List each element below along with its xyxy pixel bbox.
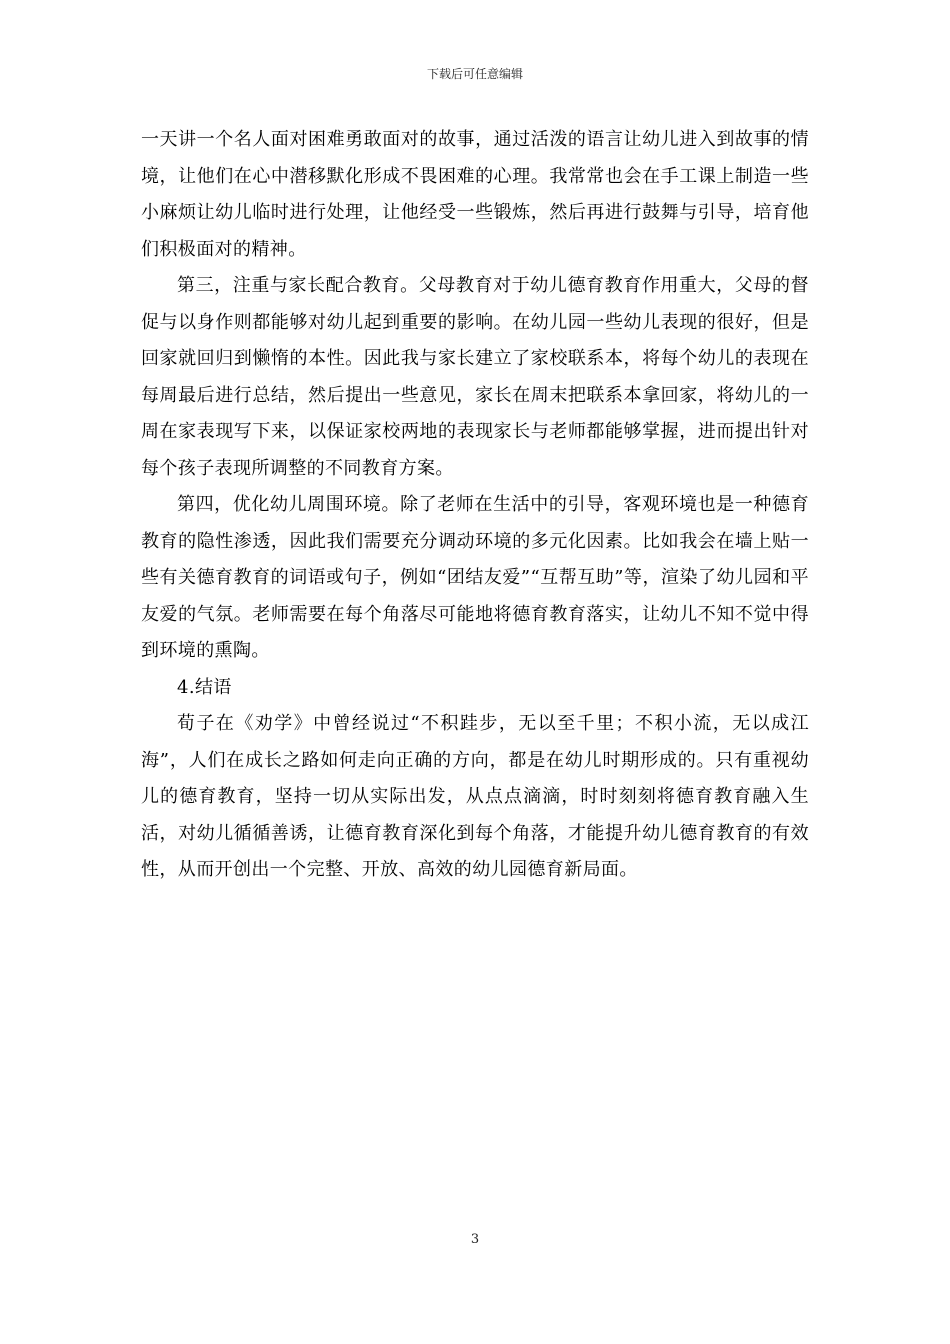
paragraph-point-four: 第四，优化幼儿周围环境。除了老师在生活中的引导，客观环境也是一种德育教育的隐性渗透，因此我们需要充分调动环境的多元化因素。比如我会在墙上贴一些有关德育教育的词语或句子，例如“团结友爱”“互帮互助”等，渲染了幼儿园和平友爱的气氛。老师需要在每个角落尽可能地将德育教育落实，让幼儿不知不觉中得到环境的熏陶。 xyxy=(141,494,809,661)
document-body xyxy=(141,122,809,889)
section-heading-conclusion: 4.结语 xyxy=(177,676,232,698)
paragraph-point-three: 第三，注重与家长配合教育。父母教育对于幼儿德育教育作用重大，父母的督促与以身作则都能够对幼儿起到重要的影响。在幼儿园一些幼儿表现的很好，但是回家就回归到懒惰的本性。因此我与家长建立了家校联系本，将每个幼儿的表现在每周最后进行总结，然后提出一些意见，家长在周末把联系本拿回家，将幼儿的一周在家表现写下来，以保证家校两地的表现家长与老师都能够掌握，进而提出针对每个孩子表现所调整的不同教育方案。 xyxy=(141,275,809,479)
paragraph-continuation: 一天讲一个名人面对困难勇敢面对的故事，通过活泼的语言让幼儿进入到故事的情境，让他们在心中潜移默化形成不畏困难的心理。我常常也会在手工课上制造一些小麻烦让幼儿临时进行处理，让他经受一些锻炼，然后再进行鼓舞与引导，培育他们积极面对的精神。 xyxy=(141,129,809,260)
page-number: 3 xyxy=(470,1232,480,1247)
page-header-note: 下载后可任意编辑 xyxy=(426,67,523,81)
paragraph-conclusion: 荀子在《劝学》中曾经说过“不积跬步，无以至千里；不积小流，无以成江海”，人们在成长之路如何走向正确的方向，都是在幼儿时期形成的。只有重视幼儿的德育教育，坚持一切从实际出发，从点点滴滴，时时刻刻将德育教育融入生活，对幼儿循循善诱，让德育教育深化到每个角落，才能提升幼儿德育教育的有效性，从而开创出一个完整、开放、高效的幼儿园德育新局面。 xyxy=(141,713,809,880)
